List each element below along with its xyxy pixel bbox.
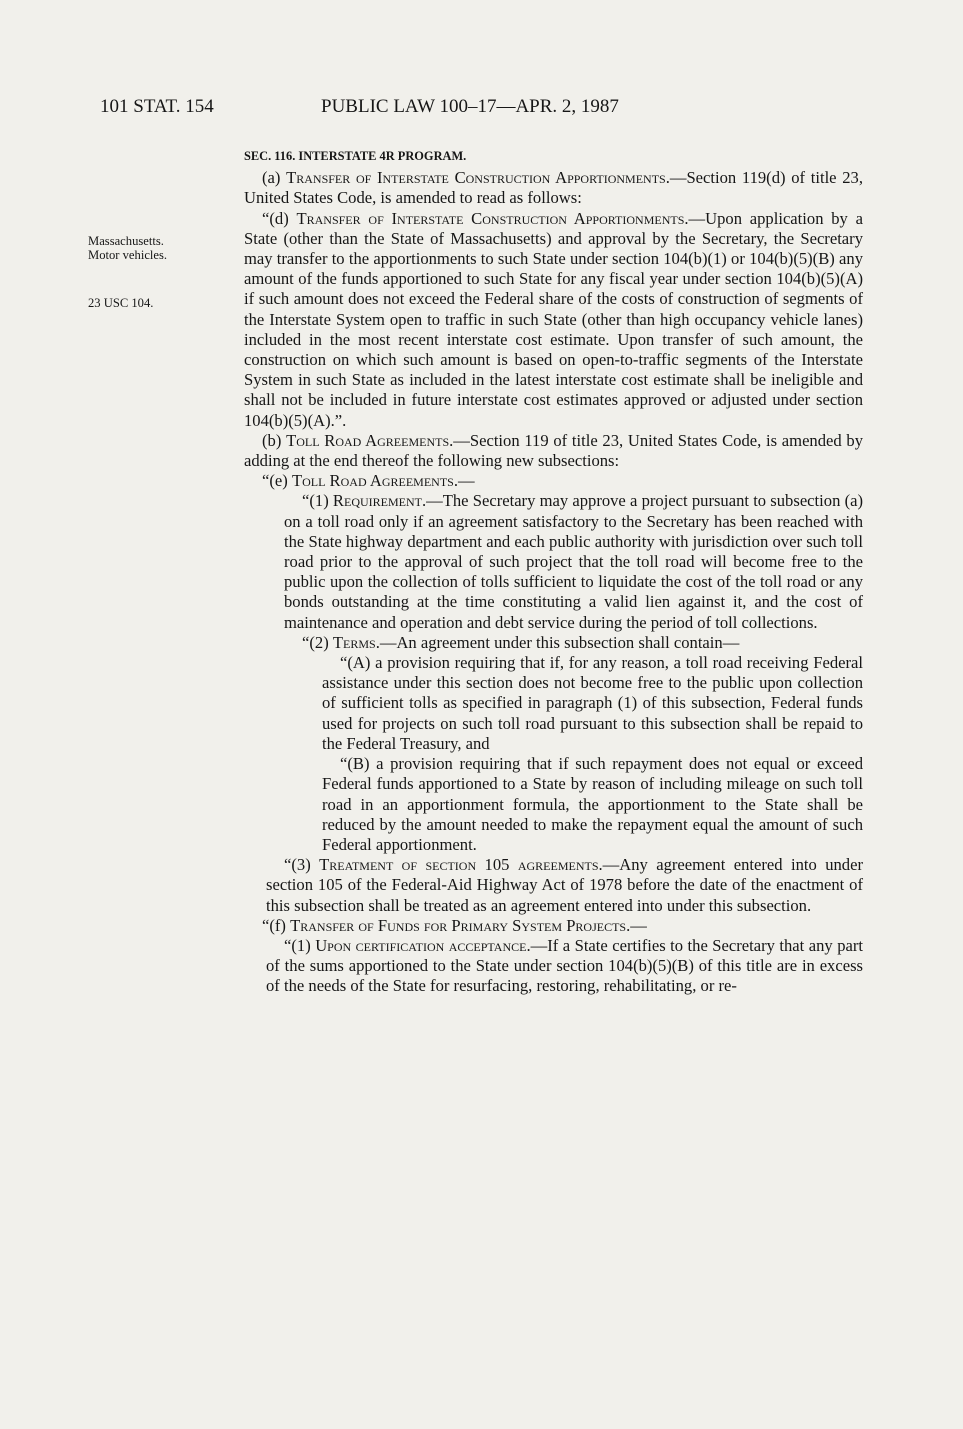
section-heading: SEC. 116. INTERSTATE 4R PROGRAM. [244,149,467,163]
margin-note-massachusetts: Massachusetts. Motor vehicles. [88,234,218,262]
paragraph-e2: “(2) Terms.—An agreement under this subsection shall contain— [302,632,740,652]
margin-note-motor-vehicles: Motor vehicles. [88,248,168,262]
page-reference: 101 STAT. 154 [100,96,214,117]
paragraph-e3: “(3) Treatment of section 105 agreements.—Any agreement entered into under section 105 of the Federal-Aid Highway Act of 1978 before the date of the enactment of this subsection shall be treated as an agreement entered into under this subsection. [266,855,863,915]
clause-e2b: “(B) a provision requiring that if such repayment does not equal or exceed Federal funds apportioned to a State by reason of including mileage on such toll road in an apportionment formula, the apportionment to the State shall be reduced by the amount needed to make the repayment equal the amount of such Federal apportionment. [322,754,863,854]
paragraph-e1: “(1) Requirement.—The Secretary may approve a project pursuant to subsection (a) on a toll road only if an agreement satisfactory to the Secretary has been reached with the State highway department and each public authority with jurisdiction over such toll road prior to the approval of such project that the toll road will become free to the public upon the collection of tolls sufficient to liquidate the cost of the toll road or any bonds outstanding at the time constituting a valid lien against it, and the cost of maintenance and operation and debt service during the period of toll collections. [284,491,863,632]
subsection-f: “(f) Transfer of Funds for Primary System Projects.— [262,915,647,935]
subsection-b: (b) Toll Road Agreements.—Section 119 of title 23, United States Code, is amended by adding at the end thereof the following new subsections: [244,430,864,471]
subsection-a: (a) Transfer of Interstate Construction Apportionments.—Section 119(d) of title 23, United States Code, is amended to read as follows: [244,168,863,208]
running-title: PUBLIC LAW 100–17—APR. 2, 1987 [321,96,619,117]
clause-e2a: “(A) a provision requiring that if, for any reason, a toll road receiving Federal assistance under this section does not become free to the public upon collection of sufficient tolls as specified in paragraph (1) of this subsection, Federal funds used for projects on such toll road pursuant to this subsection shall be repaid to the Federal Treasury, and [322,653,863,753]
margin-note-usc: 23 USC 104. [88,296,154,310]
subsection-d: “(d) Transfer of Interstate Construction Apportionments.—Upon application by a State (other than the State of Massachusetts) and approval by the Secretary, the Secretary may transfer to the apportionments to such State under section 104(b)(1) or 104(b)(5)(B) any amount of the funds apportioned to such State for any fiscal year under section 104(b)(5)(A) if such amount does not exceed the Federal share of the costs of construction of segments of the Interstate System open to traffic in such State (other than high occupancy vehicle lanes) included in the most recent interstate cost estimate. Upon transfer of such amount, the construction on which such amount is based on open-to-traffic segments of the Interstate System in such State as included in the latest interstate cost estimate shall be ineligible and shall not be included in future interstate cost estimates approved or adjusted under section 104(b)(5)(A).”. [244,208,863,430]
subsection-e: “(e) Toll Road Agreements.— [262,471,475,491]
paragraph-f1: “(1) Upon certification acceptance.—If a State certifies to the Secretary that any part of the sums apportioned to the State under section 104(b)(5)(B) of this title are in excess of the needs of the State for resurfacing, restoring, rehabilitating, or re- [266,935,863,996]
document-body [244,146,863,997]
